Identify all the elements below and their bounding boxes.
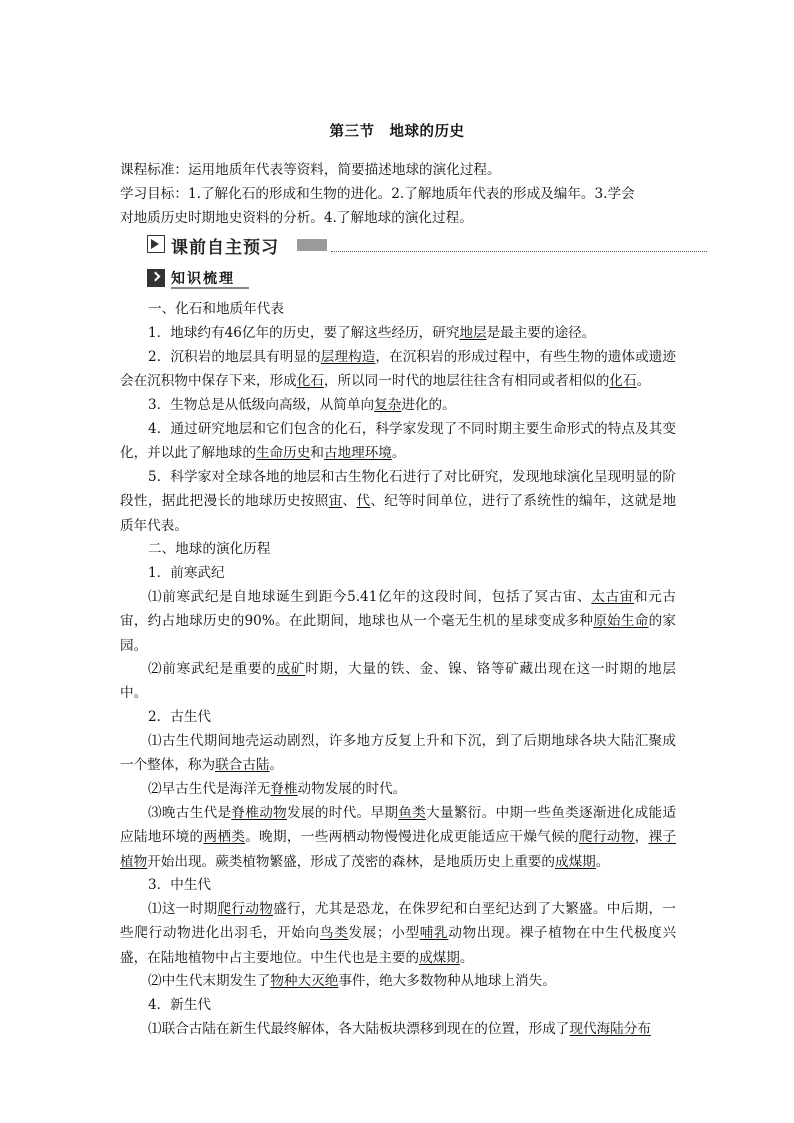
course-standard: 课程标准：运用地质年代表等资料，简要描述地球的演化过程。: [120, 162, 501, 178]
heading-precambrian: 1．前寒武纪: [148, 565, 225, 581]
paragraph-paleozoic-3: ⑶晚古生代是脊椎动物发展的时代。早期鱼类大量繁衍。中期一些鱼类逐渐进化成能适应陆地环境的两栖类。晚期，一些两栖动物慢慢进化成更能适应干燥气候的爬行动物，裸子植物开始出现。蕨类植物繁盛，形成了茂密的森林，是地质历史上重要的成煤期。: [120, 805, 677, 870]
paragraph-2: 2．沉积岩的地层具有明显的层理构造，在沉积岩的形成过程中，有些生物的遗体或遗迹会在沉积物中保存下来，形成化石，所以同一时代的地层往往含有相同或者相似的化石。: [120, 349, 677, 390]
heading-paleozoic: 2．古生代: [148, 709, 212, 725]
paragraph-5: 5．科学家对全球各地的地层和古生物化石进行了对比研究，发现地球演化呈现明显的阶段性，据此把漫长的地球历史按照宙、代、纪等时间单位，进行了系统性的编年，这就是地质年代表。: [120, 469, 677, 534]
subheading-underline: [171, 287, 249, 289]
section-heading-fossils: 一、化石和地质年代表: [148, 301, 284, 317]
paragraph-mesozoic-1: ⑴这一时期爬行动物盛行，尤其是恐龙，在侏罗纪和白垩纪达到了大繁盛。中后期，一些爬行动物进化出羽毛，开始向鸟类发展；小型哺乳动物出现。裸子植物在中生代极度兴盛，在陆地植物中占主要地位。中生代也是主要的成煤期。: [120, 901, 677, 966]
play-arrow-icon: [147, 235, 165, 253]
subheading-label: 知识梳理: [171, 271, 235, 287]
banner-bar-decoration: [297, 239, 327, 251]
paragraph-4: 4．通过研究地层和它们包含的化石，科学家发现了不同时期主要生命形式的特点及其变化，并以此了解地球的生命历史和古地理环境。: [120, 421, 676, 462]
section-heading-evolution: 二、地球的演化历程: [148, 541, 271, 557]
paragraph-paleozoic-1: ⑴古生代期间地壳运动剧烈，许多地方反复上升和下沉，到了后期地球各块大陆汇聚成一个整体，称为联合古陆。: [120, 733, 676, 774]
paragraph-1: 1．地球约有46亿年的历史，要了解这些经历，研究地层是最主要的途径。: [148, 325, 596, 341]
heading-cenozoic: 4．新生代: [148, 997, 212, 1013]
paragraph-paleozoic-2: ⑵早古生代是海洋无脊椎动物发展的时代。: [148, 781, 407, 797]
banner-label: 课前自主预习: [171, 238, 279, 258]
heading-mesozoic: 3．中生代: [148, 877, 212, 893]
section-banner: [147, 233, 707, 257]
chevron-right-icon: [147, 269, 165, 287]
paragraph-precambrian-1: ⑴前寒武纪是自地球诞生到距今5.41亿年的这段时间，包括了冥古宙、太古宙和元古宙，约占地球历史的90%。在此期间，地球也从一个毫无生机的星球变成多种原始生命的家园。: [120, 589, 677, 654]
learning-objectives-line1: 学习目标：1.了解化石的形成和生物的进化。2.了解地质年代表的形成及编年。3.学会: [120, 186, 635, 202]
banner-dotted-rule: [331, 251, 707, 252]
paragraph-mesozoic-2: ⑵中生代末期发生了物种大灭绝事件，绝大多数物种从地球上消失。: [148, 973, 556, 989]
paragraph-3: 3．生物总是从低级向高级，从简单向复杂进化的。: [148, 397, 456, 413]
page-title: 第三节 地球的历史: [329, 123, 465, 140]
paragraph-cenozoic-1: ⑴联合古陆在新生代最终解体，各大陆板块漂移到现在的位置，形成了现代海陆分布: [148, 1021, 651, 1037]
paragraph-precambrian-2: ⑵前寒武纪是重要的成矿时期，大量的铁、金、镍、铬等矿藏出现在这一时期的地层中。: [120, 661, 677, 702]
learning-objectives-line2: 对地质历史时期地史资料的分析。4.了解地球的演化过程。: [120, 210, 473, 226]
